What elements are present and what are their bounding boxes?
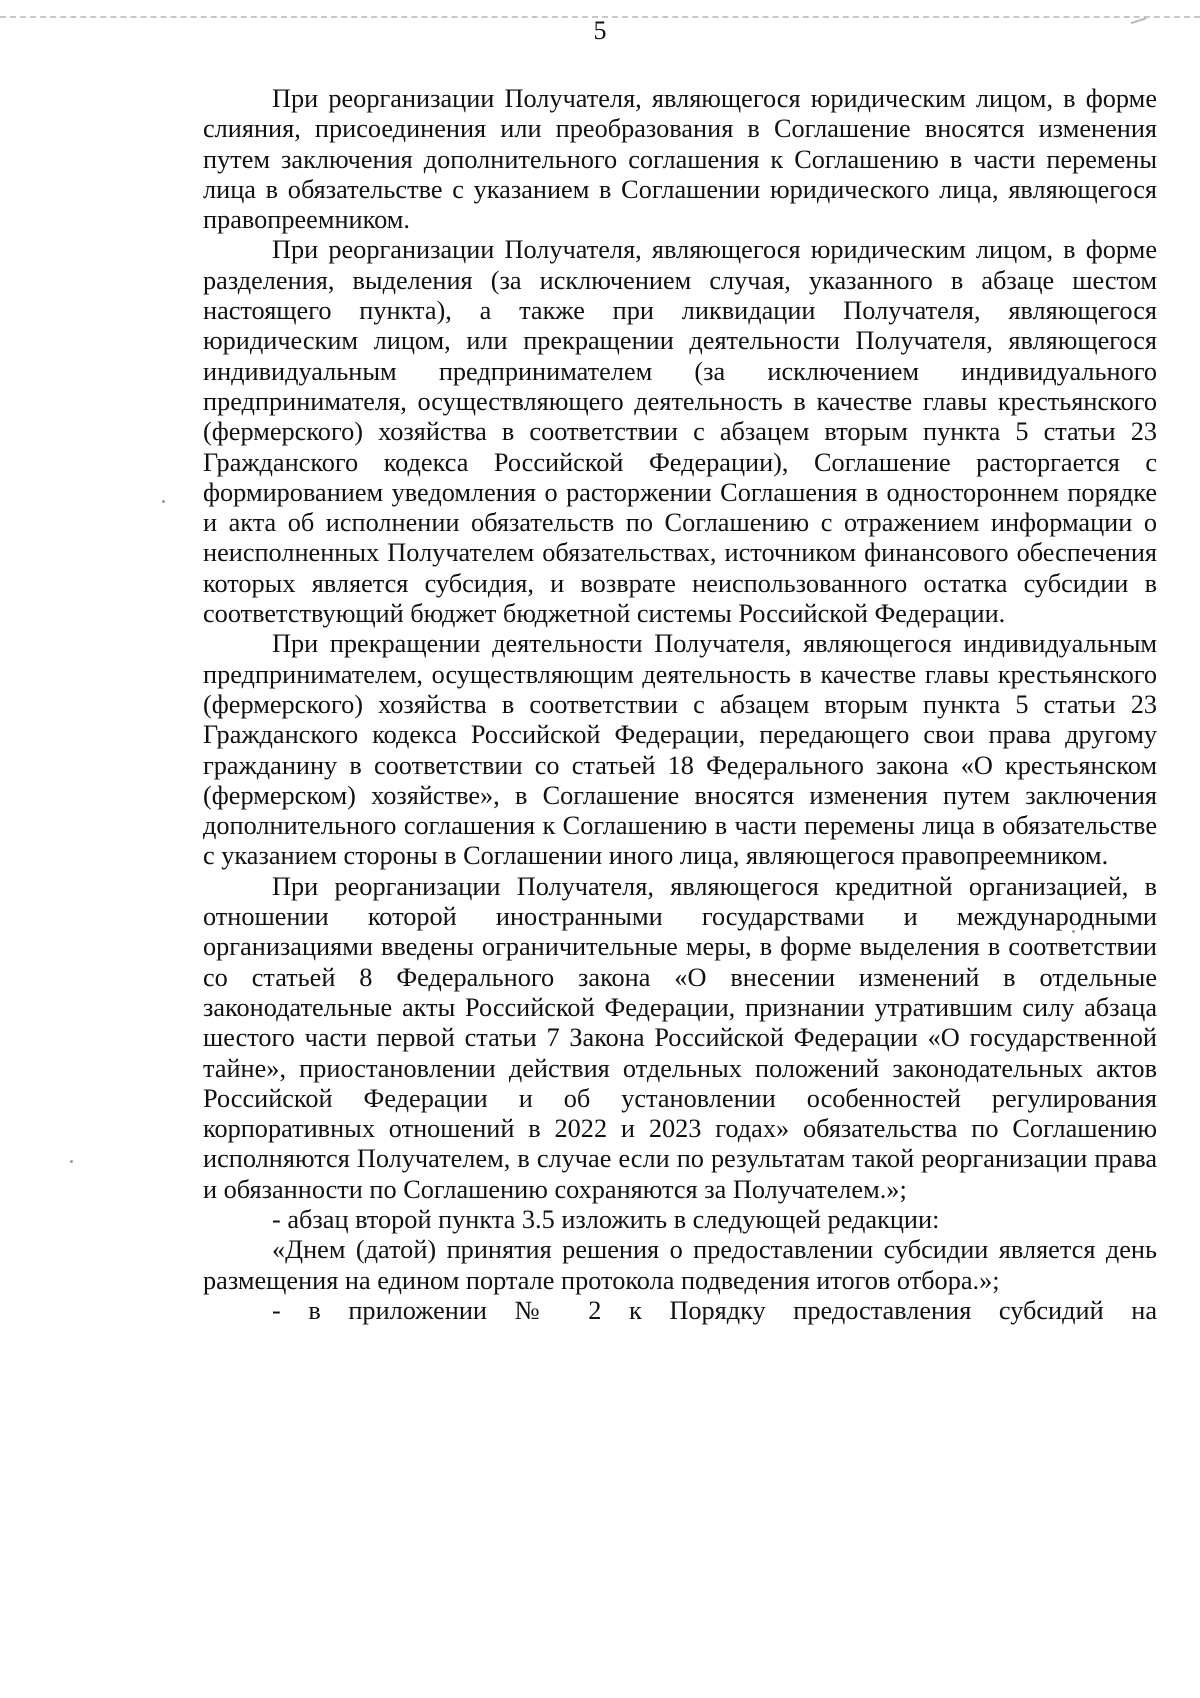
paragraph-decision-date: «Днем (датой) принятия решения о предоставлении субсидии является день размещения на едином портале протокола подведения итогов отбора.»;	[203, 1235, 1157, 1295]
document-body	[203, 84, 1157, 1326]
paragraph-appendix-2: - в приложении № 2 к Порядку предоставления субсидий на	[272, 1295, 1157, 1325]
paragraph-termination-farmer: При прекращении деятельности Получателя, являющегося индивидуальным предпринимателем, осуществляющим деятельность в качестве главы крестьянского (фермерского) хозяйства в соответствии с абзацем вторым пункта 5 статьи 23 Гражданского кодекса Российской Федерации, передающего свои права другому гражданину в соответствии со статьей 18 Федерального закона «О крестьянском (фермерском) хозяйстве», в Соглашение вносятся изменения путем заключения дополнительного соглашения к Соглашению в части перемены лица в обязательстве с указанием стороны в Соглашении иного лица, являющегося правопреемником.	[203, 629, 1157, 871]
paragraph-reorganization-division: При реорганизации Получателя, являющегося юридическим лицом, в форме разделения, выделения (за исключением случая, указанного в абзаце шестом настоящего пункта), а также при ликвидации Получателя, являющегося юридическим лицом, или прекращении деятельности Получателя, являющегося индивидуальным предпринимателем (за исключением индивидуального предпринимателя, осуществляющего деятельность в качестве главы крестьянского (фермерского) хозяйства в соответствии с абзацем вторым пункта 5 статьи 23 Гражданского кодекса Российской Федерации), Соглашение расторгается с формированием уведомления о расторжении Соглашения в одностороннем порядке и акта об исполнении обязательств по Соглашению с отражением информации о неисполненных Получателем обязательствах, источником финансового обеспечения которых является субсидия, и возврате неиспользованного остатка субсидии в соответствующий бюджет бюджетной системы Российской Федерации.	[203, 235, 1157, 629]
scan-speck	[70, 1160, 73, 1163]
paragraph-credit-organization: При реорганизации Получателя, являющегося кредитной организацией, в отношении которой иностранными государствами и международными организациями введены ограничительные меры, в форме выделения в соответствии со статьей 8 Федерального закона «О внесении изменений в отдельные законодательные акты Российской Федерации, признании утратившим силу абзаца шестого части первой статьи 7 Закона Российской Федерации «О государственной тайне», приостановлении действия отдельных положений законодательных актов Российской Федерации и об установлении особенностей регулирования корпоративных отношений в 2022 и 2023 годах» обязательства по Соглашению исполняются Получателем, в случае если по результатам такой реорганизации права и обязанности по Соглашению сохраняются за Получателем.»;	[203, 871, 1157, 1204]
page-number: 5	[593, 16, 607, 45]
paragraph-amendment-3-5: - абзац второй пункта 3.5 изложить в следующей редакции:	[272, 1204, 940, 1234]
paragraph-reorganization-merger: При реорганизации Получателя, являющегося юридическим лицом, в форме слияния, присоединения или преобразования в Соглашение вносятся изменения путем заключения дополнительного соглашения к Соглашению в части перемены лица в обязательстве с указанием в Соглашении юридического лица, являющегося правопреемником.	[203, 84, 1157, 235]
scan-speck	[162, 500, 165, 503]
